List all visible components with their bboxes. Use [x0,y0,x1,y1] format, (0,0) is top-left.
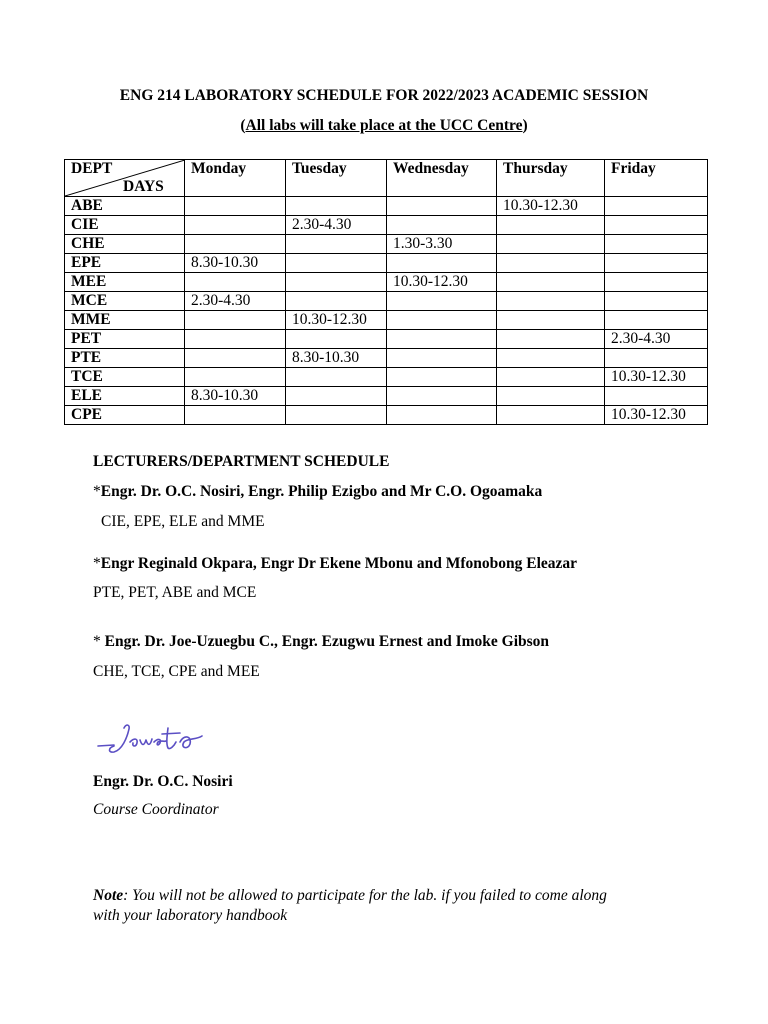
lecturer-group-2-names [93,555,577,573]
time-cell-monday [185,273,286,292]
table-row [65,197,708,216]
dept-cell: ABE [65,197,185,216]
time-cell-tuesday [286,292,387,311]
time-cell-friday [605,273,708,292]
time-cell-tuesday [286,254,387,273]
time-cell-friday: 10.30-12.30 [605,368,708,387]
note-line-1 [93,887,607,905]
lecturer-names: Engr. Dr. O.C. Nosiri, Engr. Philip Ezigbo and Mr C.O. Ogoamaka [100,483,543,500]
document-subtitle [0,117,768,135]
time-cell-monday [185,311,286,330]
lecturer-names: Engr Reginald Okpara, Engr Dr Ekene Mbonu and Mfonobong Eleazar [100,555,578,572]
bullet-marker: * [93,633,105,650]
signature-image [96,718,216,760]
time-cell-thursday [497,273,605,292]
dept-cell: ELE [65,387,185,406]
bullet-marker: * [93,483,101,500]
time-cell-tuesday: 8.30-10.30 [286,349,387,368]
time-cell-friday [605,216,708,235]
time-cell-wednesday [387,387,497,406]
time-cell-wednesday [387,197,497,216]
time-cell-tuesday [286,273,387,292]
dept-cell: TCE [65,368,185,387]
time-cell-tuesday [286,330,387,349]
time-cell-thursday [497,292,605,311]
time-cell-wednesday [387,406,497,425]
time-cell-tuesday [286,235,387,254]
lecturer-group-3-names [93,633,549,651]
time-cell-wednesday: 10.30-12.30 [387,273,497,292]
time-cell-tuesday [286,197,387,216]
corner-days-label: DAYS [123,178,164,195]
time-cell-friday [605,311,708,330]
time-cell-tuesday [286,368,387,387]
table-corner-cell [65,160,185,197]
time-cell-monday [185,216,286,235]
schedule-table [64,159,708,425]
corner-dept-label: DEPT [71,160,113,177]
table-header-row [65,160,708,197]
table-row [65,273,708,292]
time-cell-wednesday [387,330,497,349]
day-header-wednesday: Wednesday [387,160,497,197]
dept-cell: MCE [65,292,185,311]
time-cell-thursday [497,254,605,273]
time-cell-monday [185,330,286,349]
dept-cell: CPE [65,406,185,425]
time-cell-monday [185,349,286,368]
dept-cell: CIE [65,216,185,235]
time-cell-friday [605,292,708,311]
lecturer-group-1-depts: CIE, EPE, ELE and MME [101,513,265,530]
table-row [65,349,708,368]
time-cell-tuesday: 2.30-4.30 [286,216,387,235]
time-cell-wednesday [387,216,497,235]
lecturer-group-2-depts: PTE, PET, ABE and MCE [93,584,257,601]
time-cell-monday [185,235,286,254]
time-cell-thursday [497,235,605,254]
table-row [65,387,708,406]
bullet-marker: * [93,555,101,572]
lecturer-group-3-depts: CHE, TCE, CPE and MEE [93,663,260,680]
time-cell-thursday [497,330,605,349]
dept-cell: MME [65,311,185,330]
time-cell-tuesday [286,406,387,425]
table-row [65,368,708,387]
table-row [65,235,708,254]
signatory-role: Course Coordinator [93,801,219,818]
time-cell-monday: 2.30-4.30 [185,292,286,311]
time-cell-wednesday [387,368,497,387]
time-cell-friday [605,254,708,273]
time-cell-wednesday [387,311,497,330]
table-row [65,292,708,311]
time-cell-monday [185,197,286,216]
time-cell-friday: 10.30-12.30 [605,406,708,425]
day-header-monday: Monday [185,160,286,197]
time-cell-thursday [497,406,605,425]
time-cell-friday [605,349,708,368]
time-cell-thursday: 10.30-12.30 [497,197,605,216]
subtitle-close-paren: ) [522,117,528,134]
day-header-thursday: Thursday [497,160,605,197]
time-cell-thursday [497,216,605,235]
time-cell-wednesday [387,349,497,368]
table-row [65,406,708,425]
time-cell-friday [605,387,708,406]
day-header-friday: Friday [605,160,708,197]
time-cell-thursday [497,368,605,387]
time-cell-thursday [497,349,605,368]
subtitle-open-paren: ( [240,117,246,134]
lecturers-heading: LECTURERS/DEPARTMENT SCHEDULE [93,453,390,470]
time-cell-monday: 8.30-10.30 [185,387,286,406]
signatory-name: Engr. Dr. O.C. Nosiri [93,773,233,790]
time-cell-wednesday [387,292,497,311]
table-row [65,216,708,235]
document-title: ENG 214 LABORATORY SCHEDULE FOR 2022/2023 ACADEMIC SESSION [119,87,649,104]
subtitle-venue: All labs will take place at the UCC Centre [245,117,523,134]
schedule-table-body [65,197,708,425]
time-cell-friday [605,235,708,254]
time-cell-monday [185,406,286,425]
time-cell-tuesday: 10.30-12.30 [286,311,387,330]
table-row [65,311,708,330]
time-cell-monday: 8.30-10.30 [185,254,286,273]
dept-cell: PTE [65,349,185,368]
dept-cell: CHE [65,235,185,254]
dept-cell: MEE [65,273,185,292]
note-text: : You will not be allowed to participate for the lab. if you failed to come along [123,887,607,904]
day-header-tuesday: Tuesday [286,160,387,197]
time-cell-tuesday [286,387,387,406]
table-row [65,254,708,273]
lecturer-names: Engr. Dr. Joe-Uzuegbu C., Engr. Ezugwu Ernest and Imoke Gibson [104,633,550,650]
dept-cell: EPE [65,254,185,273]
time-cell-friday: 2.30-4.30 [605,330,708,349]
time-cell-monday [185,368,286,387]
dept-cell: PET [65,330,185,349]
time-cell-friday [605,197,708,216]
time-cell-wednesday [387,254,497,273]
time-cell-thursday [497,387,605,406]
lecturer-group-1-names [93,483,542,501]
note-label: Note [93,887,124,904]
note-line-2: with your laboratory handbook [93,907,288,924]
time-cell-thursday [497,311,605,330]
time-cell-wednesday: 1.30-3.30 [387,235,497,254]
table-row [65,330,708,349]
